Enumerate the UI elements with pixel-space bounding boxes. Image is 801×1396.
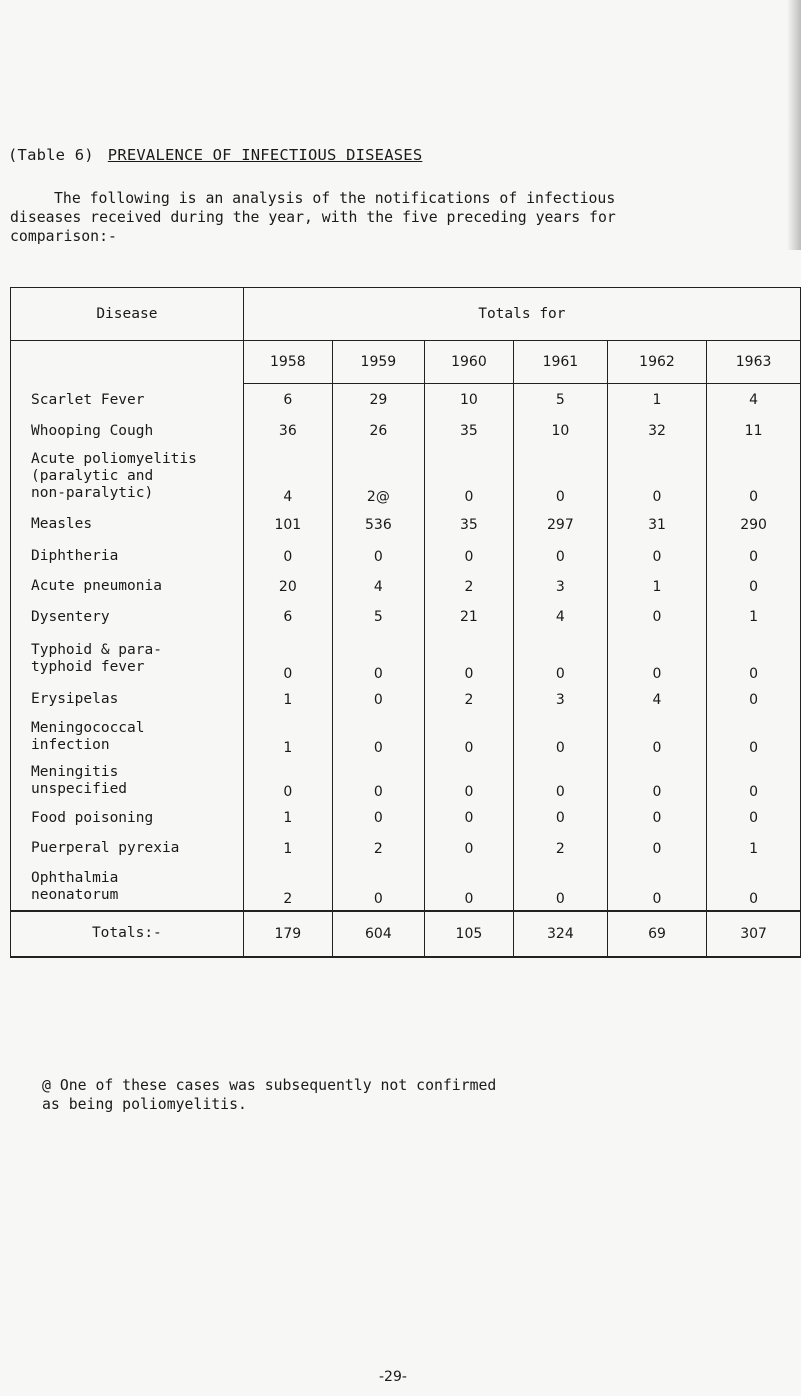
year-header: 1961: [513, 341, 607, 384]
footnote: [42, 1076, 782, 1114]
table-row: [11, 417, 801, 446]
disease-table: [10, 287, 801, 958]
disease-name-line: Ophthalmia: [31, 869, 119, 886]
value-cell: 1: [707, 602, 801, 633]
disease-name-line: infection: [31, 736, 110, 753]
value-cell: 0: [707, 446, 801, 508]
table-row: [11, 685, 801, 715]
disease-name-cell: [11, 759, 244, 803]
value-cell: 10: [424, 384, 513, 417]
value-cell: 35: [424, 417, 513, 446]
table-row: [11, 384, 801, 417]
intro-line: The following is an analysis of the notifications of infectious: [54, 190, 616, 207]
disease-name-line: Measles: [31, 516, 93, 532]
disease-name-cell: [11, 542, 244, 572]
value-cell: 1: [243, 834, 332, 864]
value-cell: 0: [607, 446, 706, 508]
value-cell: 0: [607, 834, 706, 864]
value-cell: 2: [424, 572, 513, 602]
value-cell: 1: [607, 572, 706, 602]
value-cell: 5: [513, 384, 607, 417]
value-cell: 4: [607, 685, 706, 715]
disease-name-line: Typhoid & para-: [31, 641, 162, 658]
value-cell: 1: [607, 384, 706, 417]
disease-name-line: unspecified: [31, 780, 128, 797]
value-cell: 0: [332, 633, 424, 685]
value-cell: 0: [707, 685, 801, 715]
disease-name-cell: [11, 685, 244, 715]
disease-name-line: Food poisoning: [31, 809, 154, 826]
scan-edge-shadow: [787, 0, 801, 250]
value-cell: 0: [424, 803, 513, 834]
value-cell: 0: [707, 715, 801, 759]
disease-name-line: non-paralytic): [31, 485, 154, 501]
value-cell: 0: [513, 803, 607, 834]
value-cell: 20: [243, 572, 332, 602]
value-cell: 0: [424, 834, 513, 864]
disease-name-cell: [11, 834, 244, 864]
value-cell: 101: [243, 508, 332, 542]
disease-name-line: Meningococcal: [31, 719, 145, 736]
value-cell: 0: [707, 803, 801, 834]
table-row: [11, 759, 801, 803]
table-row: [11, 508, 801, 542]
value-cell: 0: [424, 715, 513, 759]
year-header: 1958: [243, 341, 332, 384]
table-row: [11, 572, 801, 602]
year-header: 1962: [607, 341, 706, 384]
table-title: PREVALENCE OF INFECTIOUS DISEASES: [107, 146, 423, 164]
value-cell: 0: [332, 542, 424, 572]
value-cell: 297: [513, 508, 607, 542]
page-number: -29-: [379, 1369, 407, 1385]
value-cell: 2: [513, 834, 607, 864]
value-cell: 0: [332, 803, 424, 834]
disease-name-line: Scarlet Fever: [31, 391, 145, 408]
intro-line: diseases received during the year, with the five preceding years for: [10, 209, 616, 226]
value-cell: 26: [332, 417, 424, 446]
value-cell: 0: [332, 864, 424, 911]
table-row: [11, 633, 801, 685]
value-cell: 0: [424, 759, 513, 803]
year-header: 1963: [707, 341, 801, 384]
disease-name-cell: [11, 384, 244, 417]
value-cell: 0: [707, 542, 801, 572]
disease-name-cell: [11, 508, 244, 542]
disease-name-line: neonatorum: [31, 886, 119, 903]
intro-line: comparison:-: [10, 228, 117, 245]
total-value-cell: 604: [332, 911, 424, 957]
value-cell: 1: [243, 715, 332, 759]
value-cell: 0: [424, 633, 513, 685]
value-cell: 536: [332, 508, 424, 542]
value-cell: 11: [707, 417, 801, 446]
table-row: [11, 803, 801, 834]
value-cell: 0: [607, 864, 706, 911]
table-row: [11, 542, 801, 572]
value-cell: 0: [607, 759, 706, 803]
value-cell: 0: [607, 542, 706, 572]
value-cell: 290: [707, 508, 801, 542]
value-cell: 0: [424, 542, 513, 572]
value-cell: 0: [707, 572, 801, 602]
value-cell: 5: [332, 602, 424, 633]
total-value-cell: 179: [243, 911, 332, 957]
table-row: [11, 834, 801, 864]
disease-name-line: Dysentery: [31, 608, 110, 625]
disease-name-line: Erysipelas: [31, 691, 119, 707]
value-cell: 4: [332, 572, 424, 602]
value-cell: 31: [607, 508, 706, 542]
blank-header-cell: [11, 341, 244, 384]
table-row: [11, 715, 801, 759]
disease-name-cell: [11, 633, 244, 685]
value-cell: 2: [332, 834, 424, 864]
value-cell: 0: [424, 446, 513, 508]
value-cell: 0: [513, 759, 607, 803]
value-cell: 0: [243, 633, 332, 685]
disease-name-cell: [11, 602, 244, 633]
value-cell: 35: [424, 508, 513, 542]
year-header: 1960: [424, 341, 513, 384]
disease-name-cell: [11, 417, 244, 446]
disease-name-line: Meningitis: [31, 763, 119, 780]
disease-name-cell: [11, 715, 244, 759]
table-row: [11, 602, 801, 633]
value-cell: 0: [513, 542, 607, 572]
footnote-line: @ One of these cases was subsequently not confirmed: [42, 1077, 497, 1094]
value-cell: 0: [332, 715, 424, 759]
total-value-cell: 105: [424, 911, 513, 957]
table-reference: (Table 6): [8, 146, 94, 164]
total-value-cell: 307: [707, 911, 801, 957]
disease-name-line: (paralytic and: [31, 468, 154, 484]
value-cell: 0: [332, 759, 424, 803]
value-cell: 4: [243, 446, 332, 508]
disease-name-line: Diphtheria: [31, 548, 119, 564]
value-cell: 0: [513, 715, 607, 759]
disease-name-line: Acute poliomyelitis: [31, 451, 197, 467]
disease-name-cell: [11, 864, 244, 911]
value-cell: 4: [513, 602, 607, 633]
disease-name-cell: [11, 572, 244, 602]
value-cell: 2: [243, 864, 332, 911]
totals-for-header: Totals for: [243, 288, 800, 341]
value-cell: 0: [424, 864, 513, 911]
totals-label: Totals:-: [11, 911, 244, 957]
value-cell: 10: [513, 417, 607, 446]
value-cell: 0: [607, 633, 706, 685]
totals-row: [11, 911, 801, 957]
value-cell: 3: [513, 685, 607, 715]
value-cell: 0: [513, 446, 607, 508]
year-header: 1959: [332, 341, 424, 384]
value-cell: 6: [243, 384, 332, 417]
header-row: [11, 288, 801, 341]
year-header-row: [11, 341, 801, 384]
intro-paragraph: [10, 189, 780, 246]
footnote-line: as being poliomyelitis.: [42, 1096, 247, 1113]
value-cell: 0: [513, 633, 607, 685]
value-cell: 2@: [332, 446, 424, 508]
value-cell: 0: [243, 759, 332, 803]
value-cell: 0: [607, 602, 706, 633]
value-cell: 2: [424, 685, 513, 715]
disease-name-line: typhoid fever: [31, 658, 145, 675]
page-heading: [8, 146, 422, 164]
value-cell: 0: [707, 864, 801, 911]
disease-name-line: Acute pneumonia: [31, 578, 162, 594]
disease-name-line: Puerperal pyrexia: [31, 840, 180, 856]
total-value-cell: 69: [607, 911, 706, 957]
disease-column-header: Disease: [11, 288, 244, 341]
value-cell: 4: [707, 384, 801, 417]
value-cell: 0: [707, 633, 801, 685]
value-cell: 0: [607, 715, 706, 759]
value-cell: 1: [243, 803, 332, 834]
value-cell: 21: [424, 602, 513, 633]
value-cell: 0: [607, 803, 706, 834]
value-cell: 36: [243, 417, 332, 446]
value-cell: 3: [513, 572, 607, 602]
value-cell: 0: [332, 685, 424, 715]
value-cell: 0: [243, 542, 332, 572]
value-cell: 1: [243, 685, 332, 715]
value-cell: 0: [513, 864, 607, 911]
value-cell: 1: [707, 834, 801, 864]
value-cell: 6: [243, 602, 332, 633]
table-row: [11, 446, 801, 508]
disease-name-cell: [11, 803, 244, 834]
disease-name-cell: [11, 446, 244, 508]
value-cell: 32: [607, 417, 706, 446]
disease-name-line: Whooping Cough: [31, 422, 154, 439]
value-cell: 0: [707, 759, 801, 803]
table-row: [11, 864, 801, 911]
total-value-cell: 324: [513, 911, 607, 957]
value-cell: 29: [332, 384, 424, 417]
